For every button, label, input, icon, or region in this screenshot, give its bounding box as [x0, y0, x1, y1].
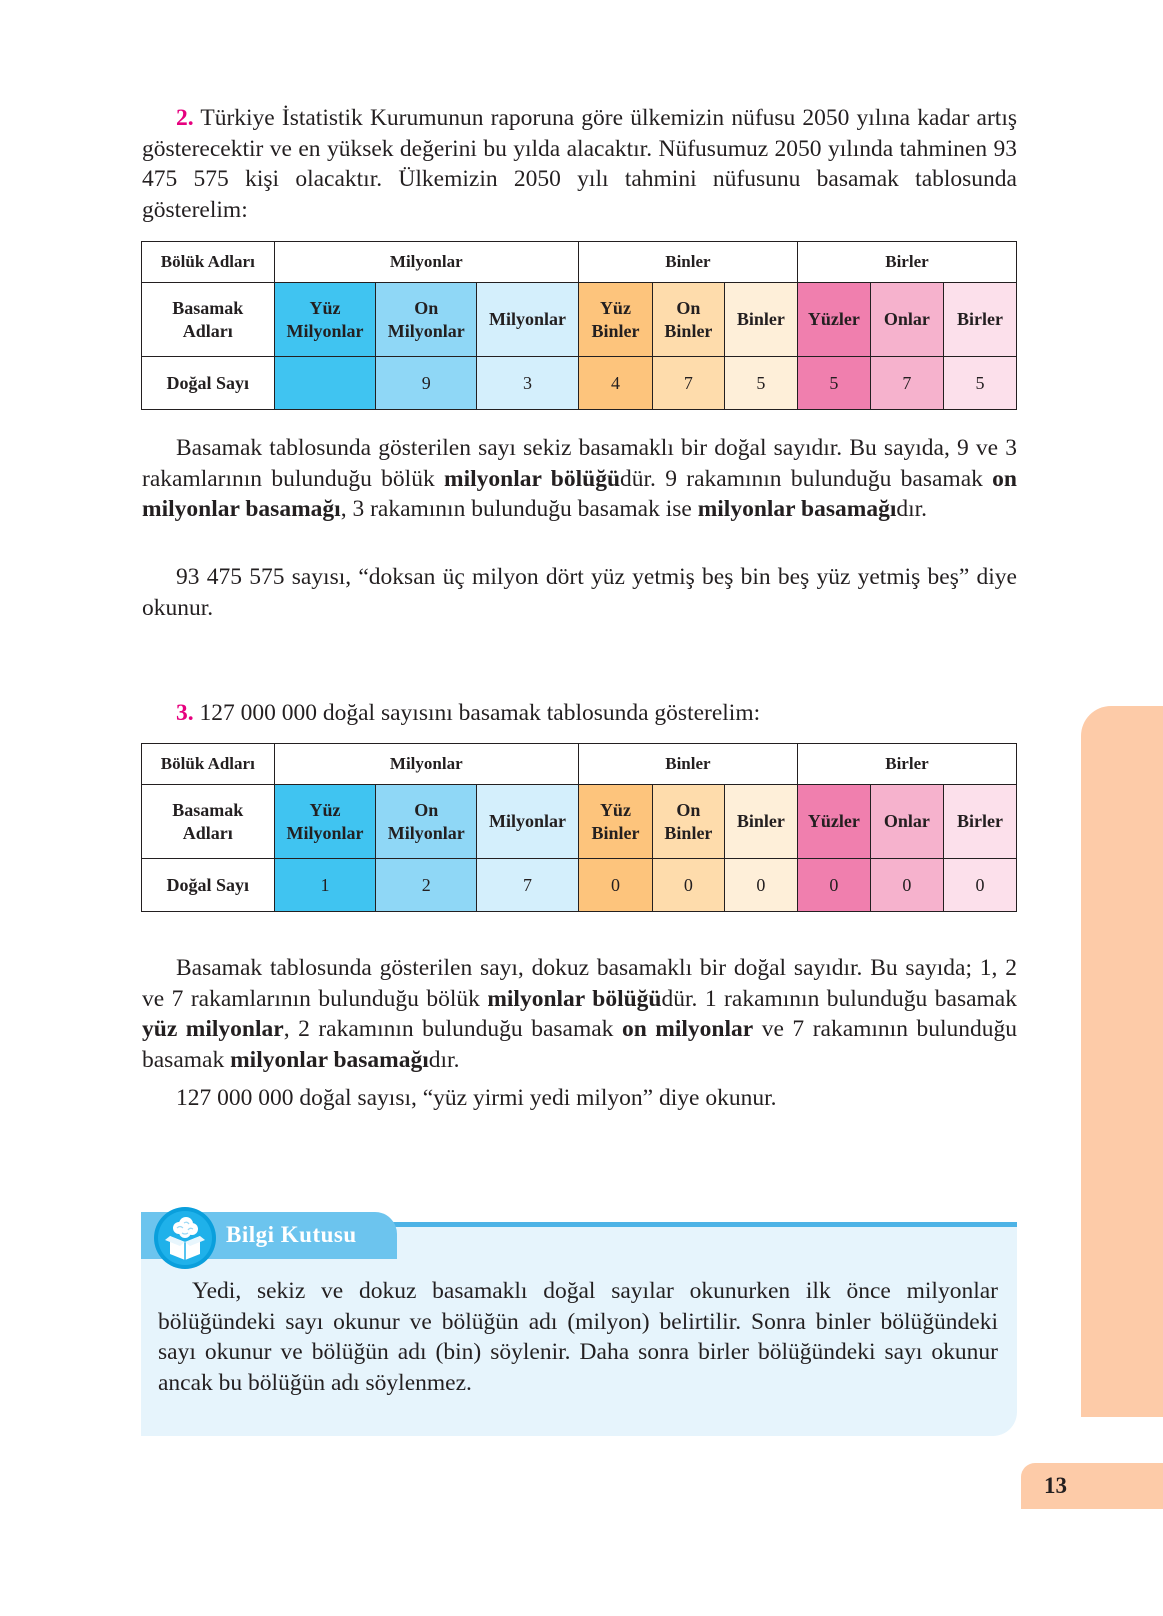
section2-paragraph — [142, 103, 1017, 225]
digit-cell: 0 — [578, 859, 652, 912]
digit-cell: 2 — [376, 859, 477, 912]
digit-cell: 7 — [477, 859, 579, 912]
place-tens: Onlar — [870, 283, 943, 357]
digit-cell — [274, 357, 376, 410]
digit-cell: 0 — [724, 859, 797, 912]
group-thousands: Binler — [578, 242, 797, 283]
section3-paragraph — [142, 698, 1017, 729]
reading-paragraph-1: 93 475 575 sayısı, “doksan üç milyon dört yüz yetmiş beş bin beş yüz yetmiş beş” diye okunur. — [142, 564, 1017, 621]
place-ten-millions: On Milyonlar — [376, 283, 477, 357]
place-ones: Birler — [943, 283, 1016, 357]
digit-cell: 0 — [797, 859, 870, 912]
place-hundred-millions: Yüz Milyonlar — [274, 785, 376, 859]
digit-cell: 0 — [652, 859, 724, 912]
place-hundreds: Yüzler — [797, 785, 870, 859]
place-millions: Milyonlar — [477, 785, 579, 859]
row-label-place-names: Basamak Adları — [142, 785, 275, 859]
explanation-paragraph-2: Basamak tablosunda gösterilen sayı, dokuz basamaklı bir doğal sayıdır. Bu sayıda; 1, 2 ve 7 rakamlarının bulunduğu bölük milyonlar bölüğüdür. 1 rakamının bulunduğu basamak yüz milyonlar, 2 rakamının bulunduğu basamak on milyonlar ve 7 rakamının bulunduğu basamak milyonlar basamağıdır. — [142, 955, 1018, 1073]
digit-cell: 1 — [274, 859, 376, 912]
place-value-table-1 — [141, 241, 1017, 410]
section3-text: 127 000 000 doğal sayısını basamak tablosunda gösterelim: — [199, 700, 761, 726]
section3-number: 3. — [176, 700, 194, 726]
place-hundreds: Yüzler — [797, 283, 870, 357]
explanation-paragraph-1: Basamak tablosunda gösterilen sayı sekiz basamaklı bir doğal sayıdır. Bu sayıda, 9 ve 3 rakamlarının bulunduğu bölük milyonlar bölüğüdür. 9 rakamının bulunduğu basamak on milyonlar basamağı, 3 rakamının bulunduğu basamak ise milyonlar basamağıdır. — [142, 435, 1017, 522]
group-millions: Milyonlar — [274, 242, 578, 283]
digit-cell: 0 — [943, 859, 1016, 912]
place-thousands: Binler — [724, 785, 797, 859]
row-label-group-names: Bölük Adları — [142, 242, 275, 283]
info-box-title: Bilgi Kutusu — [226, 1222, 357, 1247]
digit-cell: 5 — [724, 357, 797, 410]
group-thousands: Binler — [578, 744, 797, 785]
place-tens: Onlar — [870, 785, 943, 859]
place-thousands: Binler — [724, 283, 797, 357]
digit-cell: 7 — [652, 357, 724, 410]
group-ones: Birler — [797, 744, 1016, 785]
section2-text: Türkiye İstatistik Kurumunun raporuna göre ülkemizin nüfusu 2050 yılına kadar artış gösterecektir ve en yüksek değerini bu yılda alacaktır. Nüfusumuz 2050 yılında tahminen 93 475 575 kişi olacaktır. Ülkemizin 2050 yılı tahmini nüfusunu basamak tablosunda gösterelim: — [142, 105, 1017, 223]
place-hundred-thousands: Yüz Binler — [578, 785, 652, 859]
section2-number: 2. — [176, 105, 194, 131]
digit-cell: 9 — [376, 357, 477, 410]
info-box-text: Yedi, sekiz ve dokuz basamaklı doğal sayılar okunurken ilk önce milyonlar bölüğündeki sayı okunur ve bölüğün adı (milyon) belirtilir. Sonra binler bölüğündeki sayı okunur ve bölüğün adı (bin) söylenir. Daha sonra birler bölüğündeki sayı okunur ancak bu bölüğün adı söylenmez. — [158, 1278, 998, 1396]
book-brain-icon — [153, 1206, 217, 1270]
row-label-place-names: Basamak Adları — [142, 283, 275, 357]
reading-paragraph-2: 127 000 000 doğal sayısı, “yüz yirmi yedi milyon” diye okunur. — [176, 1085, 777, 1111]
group-millions: Milyonlar — [274, 744, 578, 785]
place-millions: Milyonlar — [477, 283, 579, 357]
row-label-natural-number: Doğal Sayı — [142, 357, 275, 410]
digit-cell: 7 — [870, 357, 943, 410]
chapter-side-tab — [1081, 706, 1163, 1417]
place-value-table-2 — [141, 743, 1017, 912]
place-hundred-thousands: Yüz Binler — [578, 283, 652, 357]
digit-cell: 0 — [870, 859, 943, 912]
digit-cell: 5 — [943, 357, 1016, 410]
digit-cell: 4 — [578, 357, 652, 410]
group-ones: Birler — [797, 242, 1016, 283]
page-number: 13 — [1021, 1463, 1163, 1509]
info-box-rule — [390, 1222, 1017, 1227]
digit-cell: 5 — [797, 357, 870, 410]
place-ten-thousands: On Binler — [652, 283, 724, 357]
place-ten-millions: On Milyonlar — [376, 785, 477, 859]
place-hundred-millions: Yüz Milyonlar — [274, 283, 376, 357]
place-ones: Birler — [943, 785, 1016, 859]
row-label-natural-number: Doğal Sayı — [142, 859, 275, 912]
place-ten-thousands: On Binler — [652, 785, 724, 859]
digit-cell: 3 — [477, 357, 579, 410]
row-label-group-names: Bölük Adları — [142, 744, 275, 785]
